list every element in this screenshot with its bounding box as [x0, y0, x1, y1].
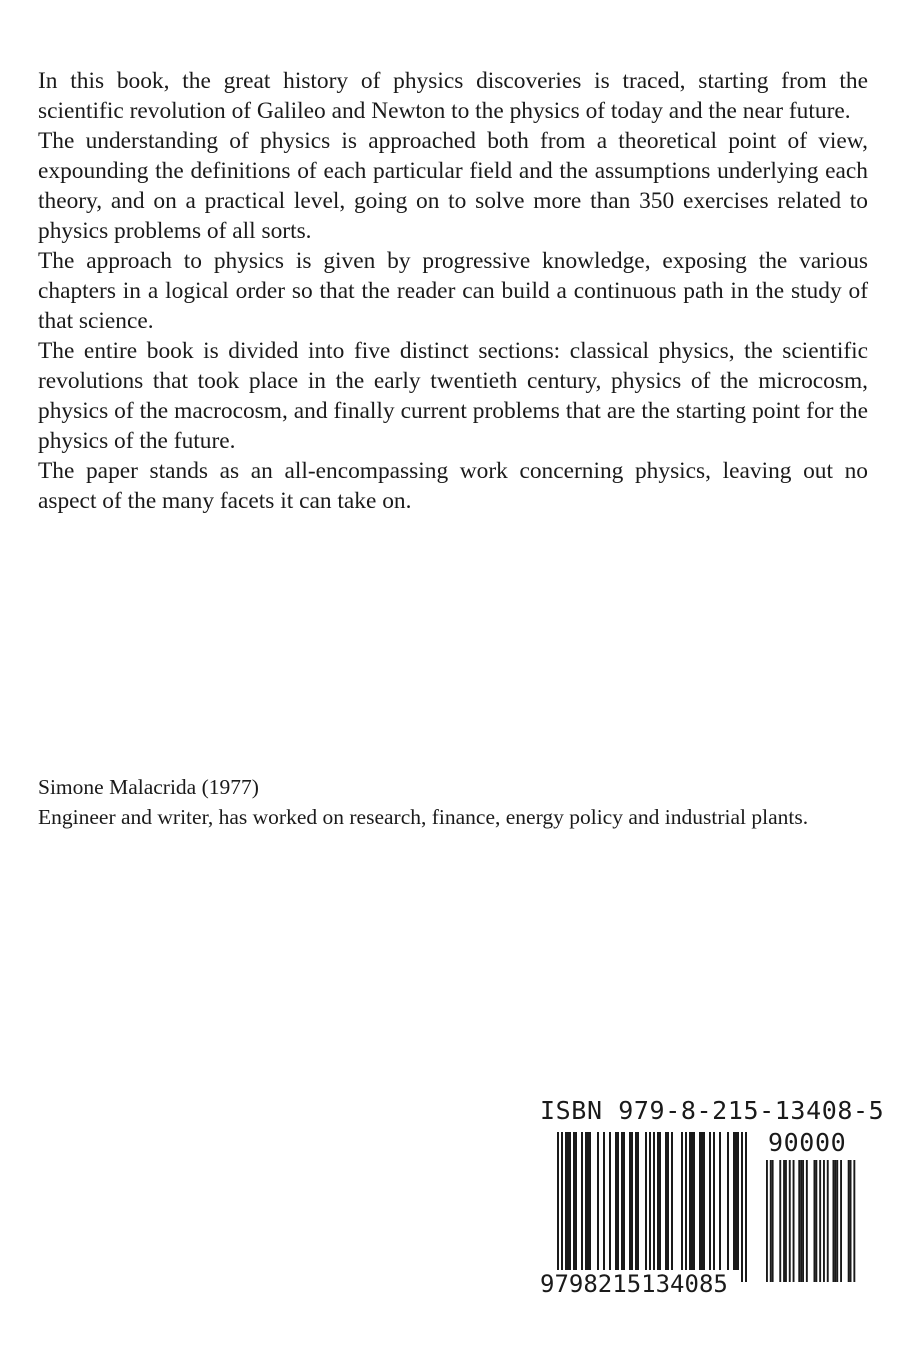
- barcode-bar: [569, 1132, 571, 1270]
- blurb-paragraph-3: The approach to physics is given by progressive knowledge, exposing the various chapters in a logical order so that the reader can build a continuous path in the study of that science.: [38, 248, 868, 334]
- barcode-bar: [637, 1132, 639, 1270]
- barcode-bar: [667, 1132, 669, 1270]
- back-cover-blurb: [38, 66, 868, 516]
- addon-bar: [815, 1160, 817, 1282]
- barcode-bar: [597, 1132, 599, 1270]
- barcode-bar: [587, 1132, 589, 1270]
- addon-bar: [766, 1160, 768, 1282]
- addon-bar: [819, 1160, 821, 1282]
- barcode-bar: [733, 1132, 735, 1270]
- price-code: 90000: [768, 1128, 847, 1157]
- ean-digits: 9798215134085: [540, 1270, 728, 1298]
- barcode-bar: [635, 1132, 637, 1270]
- addon-bar: [793, 1160, 795, 1282]
- barcode-bar: [557, 1132, 559, 1282]
- barcode-bar: [631, 1132, 633, 1270]
- barcode-bar: [701, 1132, 703, 1270]
- barcode-bar: [719, 1132, 721, 1270]
- barcode-bar: [629, 1132, 631, 1270]
- isbn-label: ISBN 979-8-215-13408-5: [540, 1096, 885, 1125]
- barcode-bar: [685, 1132, 687, 1270]
- barcode-bar: [621, 1132, 623, 1270]
- addon-bar: [823, 1160, 825, 1282]
- blurb-paragraph-5: The paper stands as an all-encompassing work concerning physics, leaving out no aspect of the many facets it can take on.: [38, 458, 868, 514]
- barcode-bar: [737, 1132, 739, 1270]
- isbn-barcode: [540, 1096, 885, 1306]
- addon-bar: [848, 1160, 850, 1282]
- addon-bar: [800, 1160, 802, 1282]
- barcode-bar: [727, 1132, 729, 1270]
- barcode-bar: [589, 1132, 591, 1270]
- author-section: [38, 772, 868, 832]
- blurb-paragraph-2: The understanding of physics is approached both from a theoretical point of view, expounding the definitions of each particular field and the assumptions underlying each theory, and on a practical level, going on to solve more than 350 exercises related to physics problems of all sorts.: [38, 128, 868, 244]
- blurb-paragraph-4: The entire book is divided into five distinct sections: classical physics, the scientific revolutions that took place in the early twentieth century, physics of the microcosm, physics of the macrocosm, and finally current problems that are the starting point for the physics of the future.: [38, 338, 868, 454]
- barcode-bar: [745, 1132, 747, 1282]
- barcode-bar: [703, 1132, 705, 1270]
- barcode-bar: [609, 1132, 611, 1270]
- barcode-bar: [653, 1132, 655, 1282]
- barcode-bar: [657, 1132, 659, 1270]
- barcode-bar: [603, 1132, 605, 1270]
- addon-bar: [827, 1160, 829, 1282]
- blurb-paragraph-1: In this book, the great history of physics discoveries is traced, starting from the scientific revolution of Galileo and Newton to the physics of today and the near future.: [38, 68, 868, 124]
- barcode-bar: [575, 1132, 577, 1270]
- addon-bar: [840, 1160, 842, 1282]
- barcode-bar: [617, 1132, 619, 1270]
- author-bio: Engineer and writer, has worked on research, finance, energy policy and industrial plants.: [38, 805, 809, 829]
- barcode-bar: [681, 1132, 683, 1270]
- addon-bar: [836, 1160, 838, 1282]
- barcode-bar: [665, 1132, 667, 1270]
- barcode-bar: [615, 1132, 617, 1270]
- barcode-bar: [693, 1132, 695, 1270]
- addon-bar: [785, 1160, 787, 1282]
- addon-bar: [798, 1160, 800, 1282]
- barcode-bar: [709, 1132, 711, 1270]
- barcode-bar: [645, 1132, 647, 1270]
- barcode-bar: [567, 1132, 569, 1270]
- addon-bar: [850, 1160, 852, 1282]
- addon-bar: [806, 1160, 808, 1282]
- addon-bar: [833, 1160, 835, 1282]
- addon-bar: [779, 1160, 781, 1282]
- barcode-bar: [713, 1132, 715, 1270]
- addon-bar: [834, 1160, 836, 1282]
- addon-bar: [772, 1160, 774, 1282]
- barcode-bar: [565, 1132, 567, 1270]
- barcode-bar: [649, 1132, 651, 1282]
- barcode-bar: [741, 1132, 743, 1282]
- addon-bar: [802, 1160, 804, 1282]
- barcode-bar: [573, 1132, 575, 1270]
- addon-bar: [789, 1160, 791, 1282]
- barcode-bar: [691, 1132, 693, 1270]
- barcode-bar: [585, 1132, 587, 1270]
- barcode-bar: [671, 1132, 673, 1270]
- barcode-bar: [689, 1132, 691, 1270]
- barcode-bar: [735, 1132, 737, 1270]
- barcode-bar: [623, 1132, 625, 1270]
- barcode-bar: [659, 1132, 661, 1270]
- barcode-bar: [699, 1132, 701, 1270]
- addon-bar: [783, 1160, 785, 1282]
- barcode-bar: [561, 1132, 563, 1282]
- barcode-bar: [581, 1132, 583, 1270]
- addon-bar: [814, 1160, 816, 1282]
- addon-bar: [770, 1160, 772, 1282]
- author-name: Simone Malacrida (1977): [38, 775, 259, 799]
- addon-bar: [853, 1160, 855, 1282]
